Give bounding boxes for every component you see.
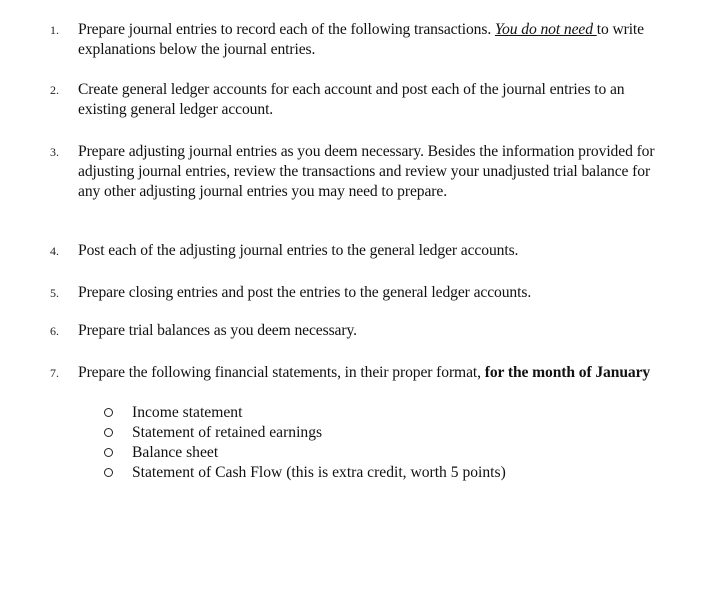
hollow-bullet-icon [104, 468, 113, 477]
item-number: 6. [50, 324, 59, 338]
sub-list [98, 403, 658, 483]
sub-list-item-label: Income statement [132, 404, 243, 421]
item-text: Create general ledger accounts for each account and post each of the journal entries to an existing general ledger account. [78, 81, 625, 118]
item-text-part: Prepare journal entries to record each of the following transactions. [78, 21, 495, 38]
hollow-bullet-icon [104, 408, 113, 417]
item-text: Prepare closing entries and post the entries to the general ledger accounts. [78, 284, 532, 301]
item-text [78, 363, 668, 383]
sub-list-item-label: Statement of Cash Flow (this is extra credit, worth 5 points) [132, 464, 506, 481]
sub-list-item [98, 403, 658, 423]
item-number: 1. [50, 23, 59, 37]
item-text-part: Prepare the following financial statements, in their proper format, [78, 364, 485, 381]
sub-list-item-label: Statement of retained earnings [132, 424, 323, 441]
item-text-part: to write explanations below the journal entries. [78, 21, 644, 58]
hollow-bullet-icon [104, 428, 113, 437]
item-text: Post each of the adjusting journal entries to the general ledger accounts. [78, 242, 519, 259]
item-number: 2. [50, 83, 59, 97]
item-text [78, 20, 668, 60]
item-number: 4. [50, 244, 59, 258]
item-text: Prepare adjusting journal entries as you deem necessary. Besides the information provided for adjusting journal entries, review the transactions and review your unadjusted trial balance for any other adjusting journal entries you may need to prepare. [78, 143, 655, 200]
item-number: 3. [50, 145, 59, 159]
item-text-bold: for the month of January [484, 364, 651, 381]
item-text-underlined: You do not need [494, 21, 597, 38]
sub-list-item [98, 423, 658, 443]
item-text: Prepare trial balances as you deem necessary. [78, 322, 357, 339]
sub-list-item [98, 463, 658, 483]
item-number: 5. [50, 286, 59, 300]
sub-list-item-label: Balance sheet [132, 444, 219, 461]
item-number: 7. [50, 366, 59, 380]
sub-list-item [98, 443, 658, 463]
hollow-bullet-icon [104, 448, 113, 457]
